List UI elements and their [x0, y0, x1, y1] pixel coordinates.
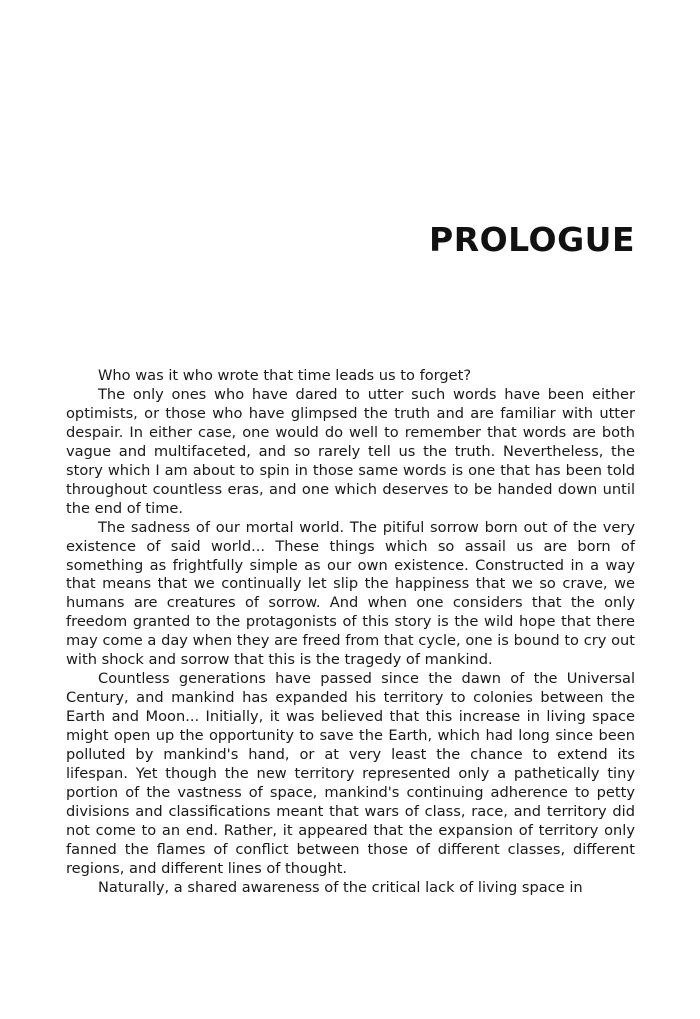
paragraph: The sadness of our mortal world. The pitiful sorrow born out of the very existence of said world... These things which so assail us are born of something as frightfully simple as our own existence. Constructed in a way that means that we continually let slip the happiness that we so crave, we humans are creatures of sorrow. And when one considers that the only freedom granted to the protagonists of this story is the wild hope that there may come a day when they are freed from that cycle, one is bound to cry out with shock and sorrow that this is the tragedy of mankind.	[66, 518, 635, 669]
paragraph: Who was it who wrote that time leads us to forget?	[98, 367, 472, 384]
paragraph: Countless generations have passed since the dawn of the Universal Century, and mankind has expanded his territory to colonies between the Earth and Moon... Initially, it was believed that this increase in living space might open up the opportunity to save the Earth, which had long since been polluted by mankind's hand, or at very least the chance to extend its lifespan. Yet though the new territory represented only a pathetically tiny portion of the vastness of space, mankind's continuing adherence to petty divisions and classifications meant that wars of class, race, and territory did not come to an end. Rather, it appeared that the expansion of territory only fanned the flames of conflict between those of different classes, different regions, and different lines of thought.	[66, 670, 635, 877]
paragraph: The only ones who have dared to utter such words have been either optimists, or those who have glimpsed the truth and are familiar with utter despair. In either case, one would do well to remember that words are both vague and multifaceted, and so rarely tell us the truth. Nevertheless, the story which I am about to spin in those same words is one that has been told throughout countless eras, and one which deserves to be handed down until the end of time.	[66, 385, 635, 517]
body-text	[66, 367, 635, 898]
chapter-title: PROLOGUE	[429, 220, 635, 259]
paragraph: Naturally, a shared awareness of the critical lack of living space in	[98, 878, 583, 896]
